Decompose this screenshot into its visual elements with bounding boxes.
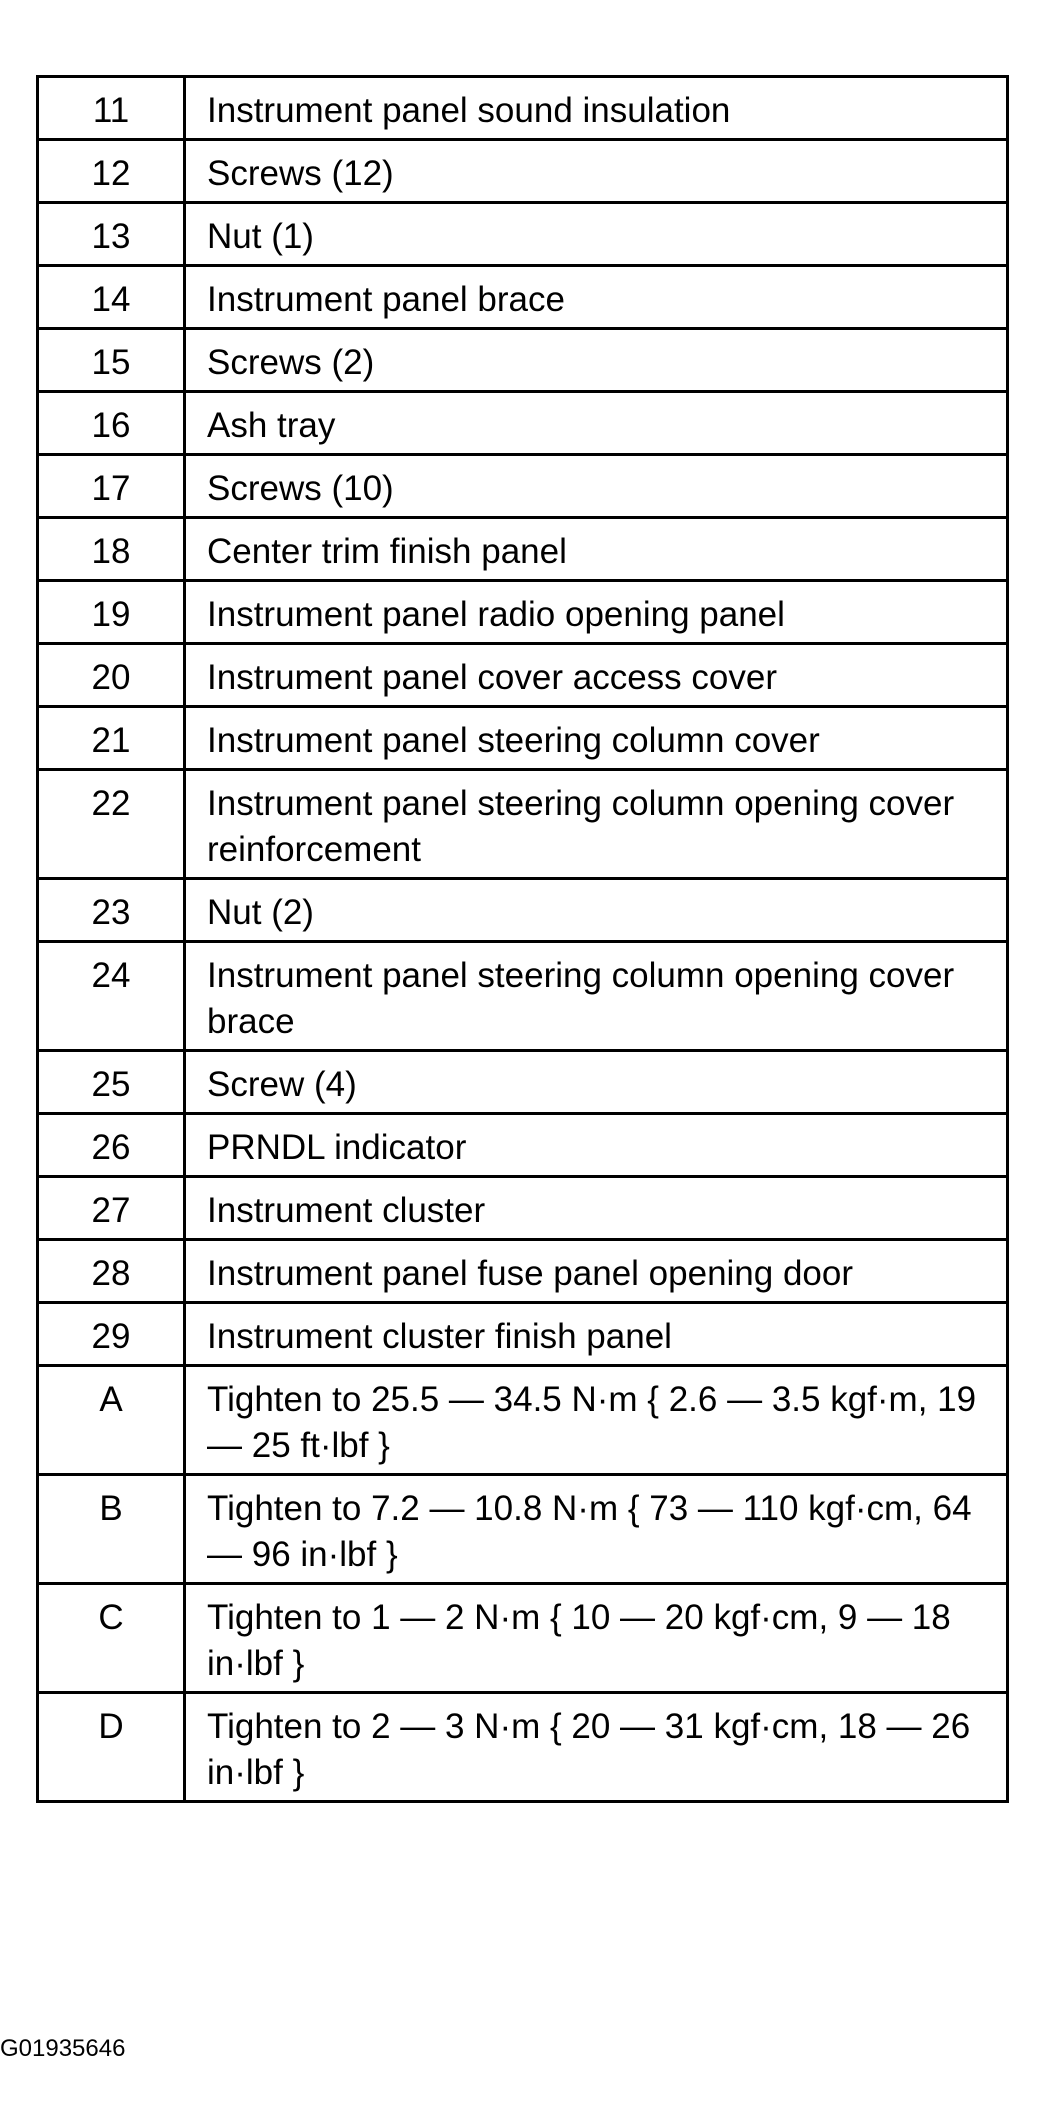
ref-cell: 11	[38, 77, 185, 140]
table-row	[38, 455, 1008, 518]
figure-id: G01935646	[0, 2035, 126, 2062]
ref-cell: 28	[38, 1240, 185, 1303]
description-cell: Nut (2)	[185, 879, 1008, 942]
table-row	[38, 1693, 1008, 1802]
ref-cell: B	[38, 1475, 185, 1584]
table-row	[38, 266, 1008, 329]
table-row	[38, 1475, 1008, 1584]
description-cell: Ash tray	[185, 392, 1008, 455]
ref-cell: 19	[38, 581, 185, 644]
ref-cell: 26	[38, 1114, 185, 1177]
ref-cell: 20	[38, 644, 185, 707]
description-cell: Nut (1)	[185, 203, 1008, 266]
table-row	[38, 1051, 1008, 1114]
table-row	[38, 518, 1008, 581]
ref-cell: 22	[38, 770, 185, 879]
table-row	[38, 770, 1008, 879]
ref-cell: C	[38, 1584, 185, 1693]
description-cell: Center trim finish panel	[185, 518, 1008, 581]
ref-cell: 21	[38, 707, 185, 770]
ref-cell: 18	[38, 518, 185, 581]
table-row	[38, 1366, 1008, 1475]
description-cell: Screw (4)	[185, 1051, 1008, 1114]
description-cell: Tighten to 25.5 — 34.5 N·m { 2.6 — 3.5 kgf·m, 19 — 25 ft·lbf }	[185, 1366, 1008, 1475]
ref-cell: 17	[38, 455, 185, 518]
table-row	[38, 1240, 1008, 1303]
ref-cell: 14	[38, 266, 185, 329]
table-row	[38, 392, 1008, 455]
table-row	[38, 581, 1008, 644]
description-cell: Instrument panel steering column opening cover reinforcement	[185, 770, 1008, 879]
parts-legend-table	[36, 75, 1009, 1803]
description-cell: Instrument cluster	[185, 1177, 1008, 1240]
description-cell: Instrument panel cover access cover	[185, 644, 1008, 707]
table-row	[38, 140, 1008, 203]
description-cell: Tighten to 7.2 — 10.8 N·m { 73 — 110 kgf·cm, 64 — 96 in·lbf }	[185, 1475, 1008, 1584]
description-cell: Instrument cluster finish panel	[185, 1303, 1008, 1366]
table-row	[38, 644, 1008, 707]
description-cell: Instrument panel steering column opening cover brace	[185, 942, 1008, 1051]
description-cell: Screws (10)	[185, 455, 1008, 518]
table-row	[38, 942, 1008, 1051]
description-cell: Tighten to 1 — 2 N·m { 10 — 20 kgf·cm, 9 — 18 in·lbf }	[185, 1584, 1008, 1693]
table-row	[38, 879, 1008, 942]
ref-cell: 23	[38, 879, 185, 942]
ref-cell: 16	[38, 392, 185, 455]
table-row	[38, 329, 1008, 392]
ref-cell: D	[38, 1693, 185, 1802]
ref-cell: 24	[38, 942, 185, 1051]
description-cell: PRNDL indicator	[185, 1114, 1008, 1177]
description-cell: Tighten to 2 — 3 N·m { 20 — 31 kgf·cm, 18 — 26 in·lbf }	[185, 1693, 1008, 1802]
table-row	[38, 1114, 1008, 1177]
ref-cell: 25	[38, 1051, 185, 1114]
table-row	[38, 203, 1008, 266]
table-row	[38, 1584, 1008, 1693]
description-cell: Instrument panel steering column cover	[185, 707, 1008, 770]
description-cell: Screws (12)	[185, 140, 1008, 203]
description-cell: Instrument panel fuse panel opening door	[185, 1240, 1008, 1303]
table-row	[38, 707, 1008, 770]
ref-cell: 13	[38, 203, 185, 266]
ref-cell: 12	[38, 140, 185, 203]
table-row	[38, 1303, 1008, 1366]
ref-cell: A	[38, 1366, 185, 1475]
description-cell: Screws (2)	[185, 329, 1008, 392]
ref-cell: 29	[38, 1303, 185, 1366]
description-cell: Instrument panel brace	[185, 266, 1008, 329]
table-row	[38, 1177, 1008, 1240]
description-cell: Instrument panel radio opening panel	[185, 581, 1008, 644]
table-row	[38, 77, 1008, 140]
ref-cell: 15	[38, 329, 185, 392]
description-cell: Instrument panel sound insulation	[185, 77, 1008, 140]
ref-cell: 27	[38, 1177, 185, 1240]
